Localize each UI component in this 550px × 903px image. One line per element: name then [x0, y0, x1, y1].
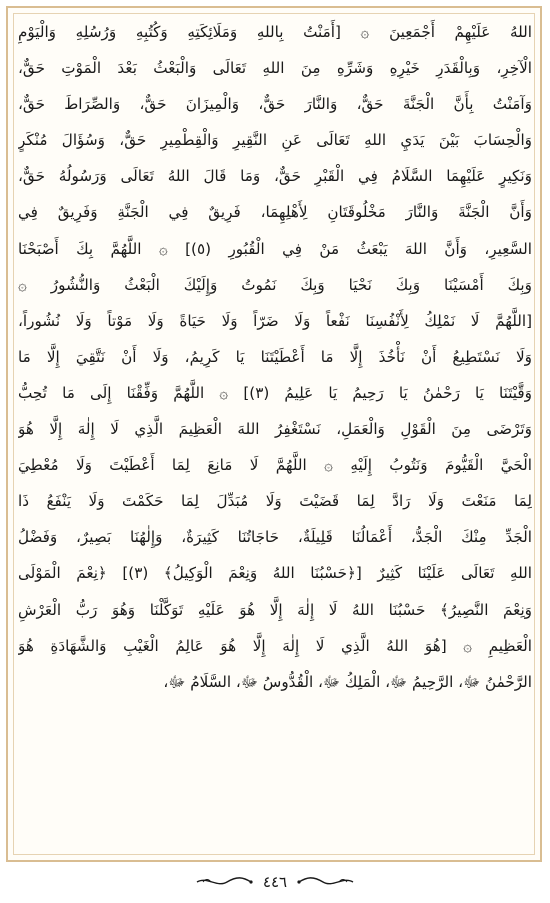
text-line: اللهُ عَلَيْهِمْ أَجْمَعِينَ ۞ [أَمَنْتُ بِاللهِ وَمَلَائِكَتِهِ وَكُتُبِهِ وَرُسُلِهِ وَالْيَوْمِ — [18, 23, 532, 41]
flourish-right-icon — [297, 874, 355, 890]
text-line: وَبِكَ أَمْسَيْنَا وَبِكَ نَحْيَا وَبِكَ نَمُوتُ وَإِلَيْكَ الْبَعْثُ وَالنُّشُورُ ۞ — [18, 275, 532, 294]
text-line: وَنَكِيرٍ عَلَيْهِمَا السَّلَامُ فِي الْقَبْرِ حَقٌّ، وَمَا قَالَ اللهُ تَعَالَى وَرَسُولُهُ حَقٌّ، — [18, 167, 532, 186]
text-line: وَالْحِسَابَ بَيْنَ يَدَيِ اللهِ تَعَالَى عَنِ النَّقِيرِ وَالْقِطْمِيرِ حَقٌّ، وَسُؤَالَ مُنْكَرٍ — [18, 131, 532, 150]
text-line: الْآخِرِ، وَبِالْقَدَرِ خَيْرِهِ وَشَرِّهِ مِنَ اللهِ تَعَالَى وَالْبَعْثُ بَعْدَ الْمَوْتِ حَقٌّ، — [18, 59, 532, 78]
text-line: وَلَا نَسْتَطِيعُ أَنْ نَأْخُذَ إِلَّا مَا أَعْطَيْتَنَا يَا كَرِيمُ، وَلَا أَنْ نَتَّقِيَ إِلَّا مَا — [18, 347, 532, 366]
text-line: [اللَّهُمَّ لَا نَمْلِكُ لِأَنْفُسِنَا نَفْعاً وَلَا ضَرّاً وَلَا حَيَاةً وَلَا مَوْتاً وَلَا نُشُوراً، — [18, 311, 532, 330]
text-line: اللهِ تَعَالَى عَلَيْنَا كَثِيرٌ [﴿حَسْبُنَا اللهُ وَنِعْمَ الْوَكِيلُ﴾ (٣)] ﴿نِعْمَ الْمَوْلَى — [18, 564, 532, 583]
text-line: الْحَيَّ الْقَيُّومَ وَنَتُوبُ إِلَيْهِ ۞ اللَّهُمَّ لَا مَانِعَ لِمَا أَعْطَيْتَ وَلَا مُعْطِيَ — [18, 456, 532, 475]
body-text — [18, 14, 532, 700]
text-line: وَنِعْمَ النَّصِيرُ﴾ حَسْبُنَا اللهُ لَا إِلٰهَ إِلَّا هُوَ عَلَيْهِ تَوَكَّلْنَا وَهُوَ رَبُّ الْعَرْشِ — [18, 600, 532, 619]
page-footer — [0, 868, 550, 896]
text-line: وَأَنَّ الْجَنَّةَ وَالنَّارَ مَخْلُوقَتَانِ لِأَهْلِهِمَا، فَرِيقٌ فِي الْجَنَّةِ وَفَرِيقٌ فِي — [18, 203, 532, 222]
text-line: الْجَدِّ مِنْكَ الْجَدُّ، أَعْمَالُنَا قَلِيلَةٌ، حَاجَاتُنَا كَثِيرَةٌ، وَإِلٰهُنَا بَصِيرٌ، وَفَضْلُ — [18, 528, 532, 547]
text-line: الرَّحْمٰنُ ﷻ، الرَّحِيمُ ﷻ، الْمَلِكُ ﷻ، الْقُدُّوسُ ﷻ، السَّلَامُ ﷻ، — [163, 672, 532, 691]
text-line: لِمَا مَنَعْتَ وَلَا رَادَّ لِمَا قَضَيْتَ وَلَا مُبَدِّلَ لِمَا حَكَمْتَ وَلَا يَنْفَعُ ذَا — [18, 492, 532, 511]
text-line: السَّعِيرِ، وَأَنَّ اللهَ يَبْعَثُ مَنْ فِي الْقُبُورِ (٥)] ۞ اللَّهُمَّ بِكَ أَصْبَحْنَا — [18, 239, 532, 258]
flourish-left-icon — [195, 874, 253, 890]
text-line: الْعَظِيمِ ۞ [هُوَ اللهُ الَّذِي لَا إِلٰهَ إِلَّا هُوَ عَالِمُ الْغَيْبِ وَالشَّهَادَةِ هُوَ — [18, 636, 532, 655]
text-line: وَآمَنْتُ بِأَنَّ الْجَنَّةَ حَقٌّ، وَالنَّارَ حَقٌّ، وَالْمِيزَانَ حَقٌّ، وَالصِّرَاطَ حَقٌّ، — [18, 95, 532, 114]
page-number: ٤٤٦ — [262, 873, 288, 891]
text-line: وَقَّيْتَنَا يَا رَحْمٰنُ يَا رَحِيمُ يَا عَلِيمُ (٣)] ۞ اللَّهُمَّ وَفِّقْنَا إِلَى مَا تُحِبُّ — [18, 383, 532, 402]
text-line: وَتَرْضَى مِنَ الْقَوْلِ وَالْعَمَلِ، نَسْتَغْفِرُ اللهَ الْعَظِيمَ الَّذِي لَا إِلٰهَ إِلَّا هُوَ — [18, 420, 532, 439]
